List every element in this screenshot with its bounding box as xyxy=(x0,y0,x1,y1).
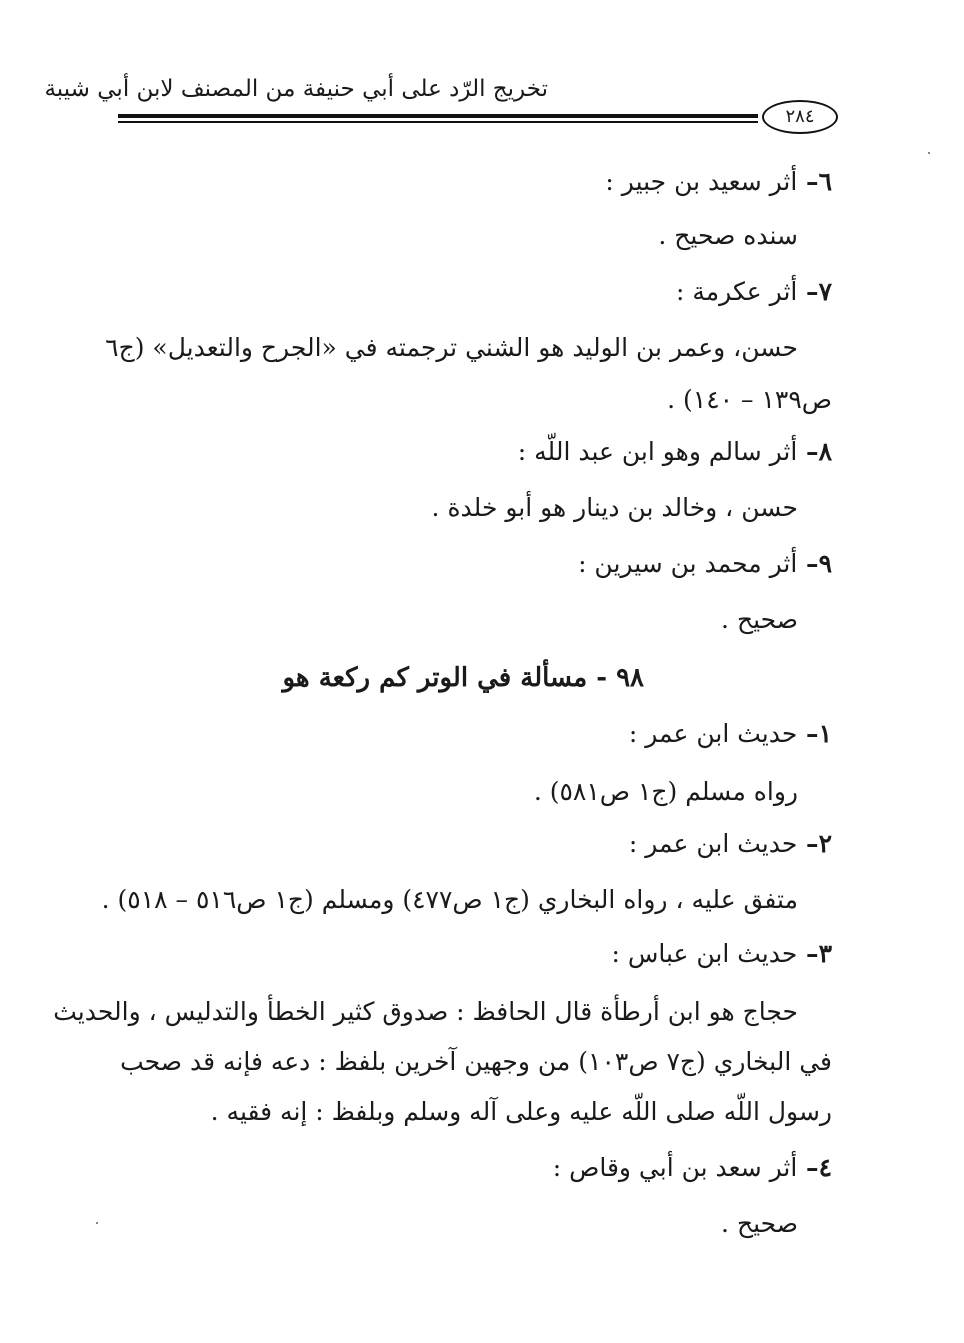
item-grading: سنده صحيح . xyxy=(658,221,798,250)
paragraph-line: ص١٣٩ – ١٤٠) . xyxy=(667,385,832,414)
item-grading: صحيح . xyxy=(721,1209,798,1238)
item-title: حديث ابن عمر : xyxy=(628,829,798,858)
paragraph-line: متفق عليه ، رواه البخاري (ج١ ص٤٧٧) ومسلم (ج١ ص٥١٦ – ٥١٨) . xyxy=(101,885,798,914)
item-heading xyxy=(629,716,832,752)
item-number: ٧– xyxy=(797,277,832,306)
item-grading: حسن ، وخالد بن دينار هو أبو خلدة . xyxy=(431,493,798,522)
item-heading xyxy=(611,936,832,972)
page-number: ٢٨٤ xyxy=(762,100,838,134)
running-header xyxy=(44,72,838,134)
item-title: أثر محمد بن سيرين : xyxy=(578,549,798,578)
scan-speck xyxy=(96,1222,98,1224)
item-title: أثر سعيد بن جبير : xyxy=(605,167,798,196)
item-grading: صحيح . xyxy=(721,605,798,634)
header-rule-thick xyxy=(118,114,758,118)
paragraph-line: حجاج هو ابن أرطأة قال الحافظ : صدوق كثير الخطأ والتدليس ، والحديث xyxy=(53,997,798,1026)
item-number: ٣– xyxy=(797,939,832,968)
header-rule-thin xyxy=(118,121,758,123)
item-number: ١– xyxy=(797,719,832,748)
item-heading xyxy=(518,434,832,470)
item-title: حديث ابن عمر : xyxy=(628,719,798,748)
header-title: تخريج الرّد على أبي حنيفة من المصنف لابن أبي شيبة xyxy=(44,76,548,102)
item-title: أثر عكرمة : xyxy=(676,277,798,306)
paragraph-line: حسن، وعمر بن الوليد هو الشني ترجمته في «الجرح والتعديل» (ج٦ xyxy=(105,333,798,362)
paragraph-line: في البخاري (ج٧ ص١٠٣) من وجهين آخرين بلفظ : دعه فإنه قد صحب xyxy=(120,1047,832,1076)
item-title: حديث ابن عباس : xyxy=(611,939,798,968)
scan-speck xyxy=(928,152,930,154)
item-number: ٤– xyxy=(797,1153,832,1182)
item-heading xyxy=(629,826,832,862)
item-heading xyxy=(553,1150,832,1186)
item-heading xyxy=(605,164,832,200)
item-heading xyxy=(578,546,832,582)
item-heading xyxy=(676,274,832,310)
paragraph-line: رسول اللّه صلى اللّه عليه وعلى آله وسلم وبلفظ : إنه فقيه . xyxy=(210,1097,832,1126)
item-number: ٨– xyxy=(797,437,832,466)
item-number: ٩– xyxy=(797,549,832,578)
item-number: ٢– xyxy=(797,829,832,858)
section-heading: ٩٨ - مسألة في الوتر كم ركعة هو xyxy=(282,663,644,693)
item-title: أثر سالم وهو ابن عبد اللّه : xyxy=(517,437,798,466)
item-number: ٦– xyxy=(797,167,832,196)
item-title: أثر سعد بن أبي وقاص : xyxy=(552,1153,798,1182)
item-grading: رواه مسلم (ج١ ص٥٨١) . xyxy=(533,777,798,806)
